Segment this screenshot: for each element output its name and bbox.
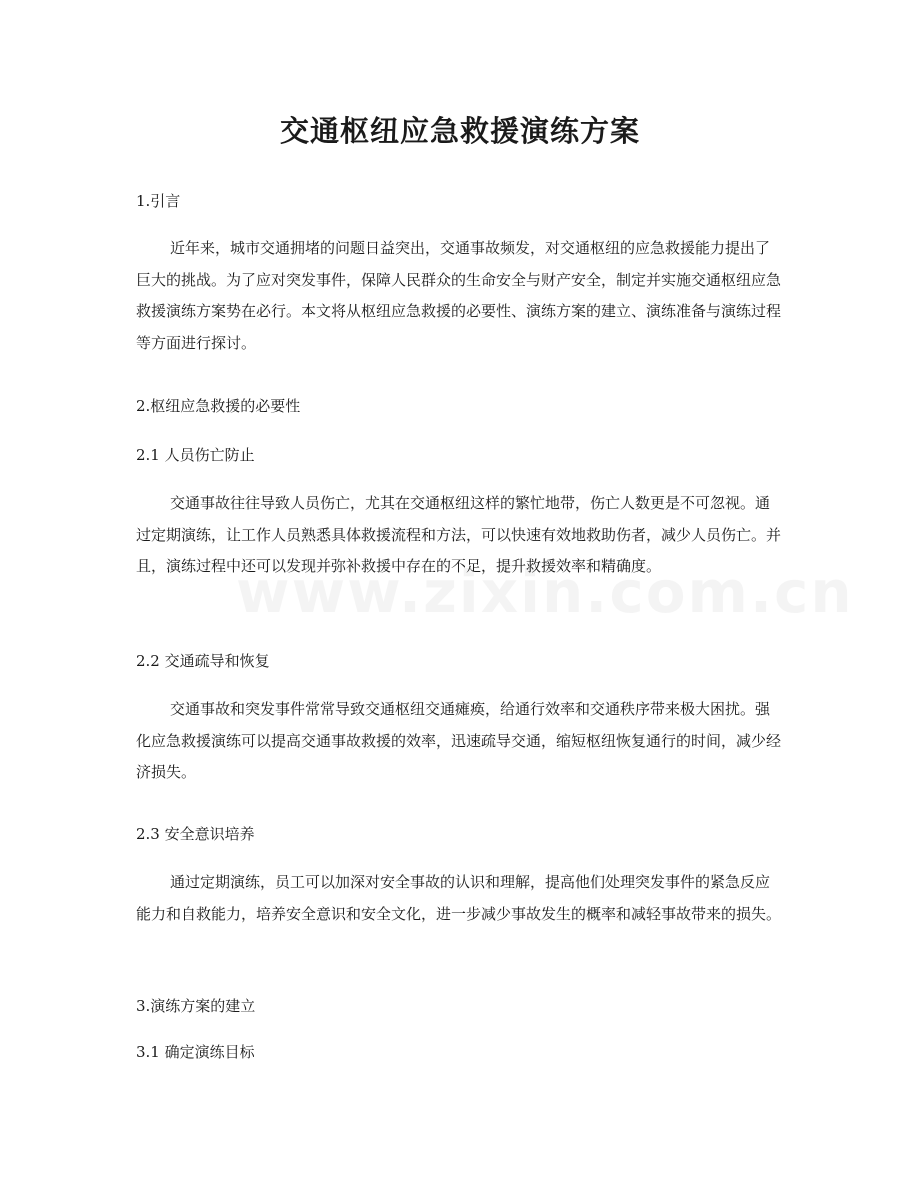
paragraph: 近年来，城市交通拥堵的问题日益突出，交通事故频发，对交通枢纽的应急救援能力提出了巨大的挑战。为了应对突发事件，保障人民群众的生命安全与财产安全，制定并实施交通枢纽应急救援演练方案势在必行。本文将从枢纽应急救援的必要性、演练方案的建立、演练准备与演练过程等方面进行探讨。	[136, 239, 782, 352]
section-heading: 1.引言	[136, 192, 181, 210]
subsection-heading: 2.2 交通疏导和恢复	[136, 652, 270, 670]
paragraph: 通过定期演练，员工可以加深对安全事故的认识和理解，提高他们处理突发事件的紧急反应能力和自救能力，培养安全意识和安全文化，进一步减少事故发生的概率和减轻事故带来的损失。	[136, 873, 782, 923]
section-heading: 2.枢纽应急救援的必要性	[136, 397, 301, 415]
subsection-heading: 2.1 人员伤亡防止	[136, 446, 255, 464]
section-heading: 3.演练方案的建立	[136, 997, 256, 1015]
paragraph: 交通事故往往导致人员伤亡，尤其在交通枢纽这样的繁忙地带，伤亡人数更是不可忽视。通过定期演练，让工作人员熟悉具体救援流程和方法，可以快速有效地救助伤者，减少人员伤亡。并且，演练过程中还可以发现并弥补救援中存在的不足，提升救援效率和精确度。	[136, 494, 782, 575]
paragraph: 交通事故和突发事件常常导致交通枢纽交通瘫痪，给通行效率和交通秩序带来极大困扰。强化应急救援演练可以提高交通事故救援的效率，迅速疏导交通，缩短枢纽恢复通行的时间，减少经济损失。	[136, 700, 782, 781]
subsection-heading: 2.3 安全意识培养	[136, 825, 255, 843]
subsection-heading: 3.1 确定演练目标	[136, 1043, 255, 1061]
document-title: 交通枢纽应急救援演练方案	[279, 114, 640, 148]
